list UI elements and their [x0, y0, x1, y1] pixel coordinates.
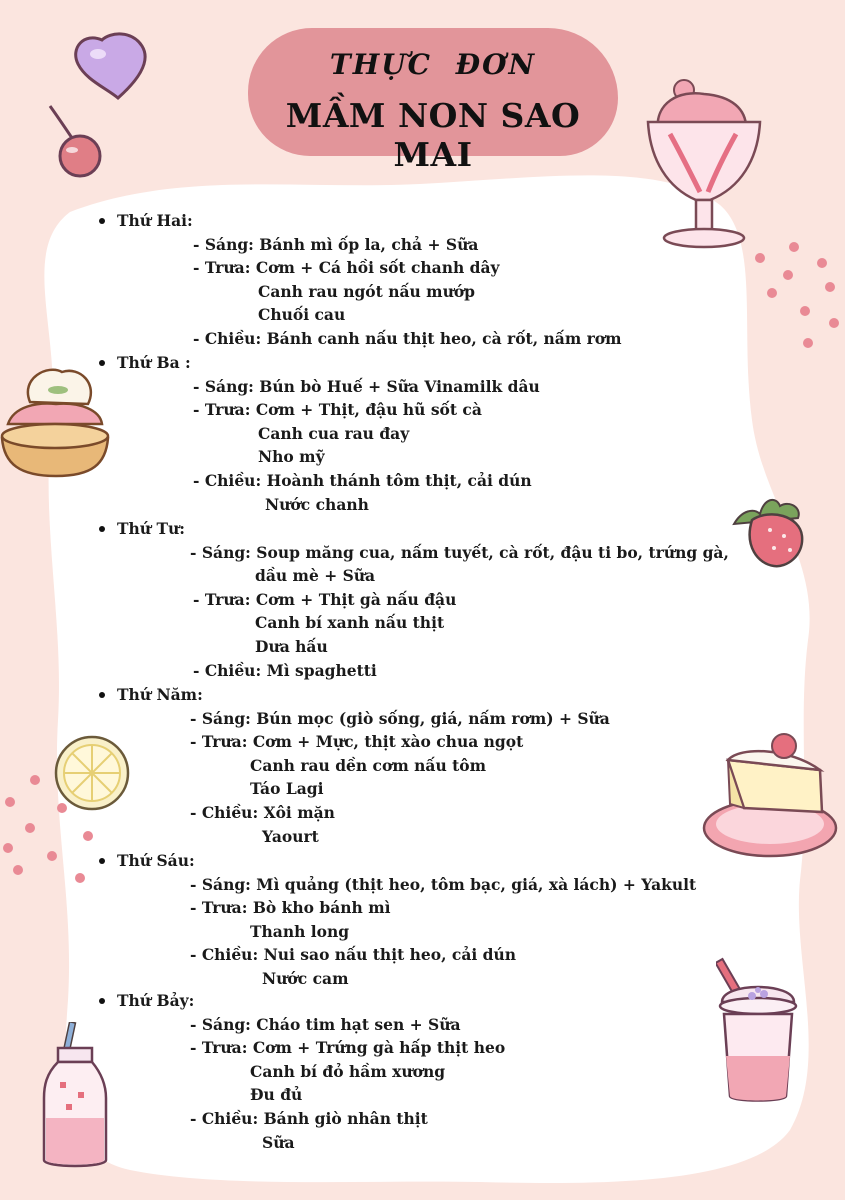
- bullet-icon: [99, 218, 105, 224]
- menu-line: Sữa: [262, 1132, 295, 1152]
- day-heading: Thứ Bảy:: [117, 991, 195, 1010]
- menu-subtitle: THỰC ĐƠN: [329, 48, 537, 81]
- menu-line: Nước cam: [262, 969, 349, 988]
- menu-line: Canh rau ngót nấu mướp: [258, 281, 476, 301]
- menu-line: - Sáng: Bún bò Huế + Sữa Vinamilk dâu: [193, 376, 540, 396]
- menu-line: - Trưa: Bò kho bánh mì: [190, 898, 391, 918]
- menu-line: - Sáng: Bánh mì ốp la, chả + Sữa: [193, 234, 479, 254]
- menu-line: - Chiều: Xôi mặn: [190, 803, 335, 822]
- menu-line: Đu đủ: [250, 1085, 303, 1105]
- menu-line: - Chiều: Nui sao nấu thịt heo, cải dún: [190, 945, 517, 965]
- menu-line: Canh bí đỏ hầm xương: [250, 1061, 446, 1081]
- menu-line: - Sáng: Cháo tim hạt sen + Sữa: [190, 1014, 461, 1034]
- menu-line: - Trưa: Cơm + Trứng gà hấp thịt heo: [190, 1038, 506, 1058]
- bullet-icon: [99, 858, 105, 864]
- day-heading: Thứ Năm:: [117, 685, 203, 704]
- menu-line: Yaourt: [262, 826, 319, 846]
- menu-line: - Sáng: Bún mọc (giò sống, giá, nấm rơm) + Sữa: [190, 708, 610, 728]
- menu-line: Chuối cau: [258, 305, 346, 325]
- menu-line: - Chiều: Hoành thánh tôm thịt, cải dún: [193, 471, 532, 490]
- menu-line: Canh rau dền cơm nấu tôm: [250, 755, 487, 775]
- bullet-icon: [99, 998, 105, 1004]
- menu-line: Thanh long: [250, 921, 350, 941]
- menu-line: Táo Lagi: [250, 779, 324, 799]
- menu-line: - Chiều: Bánh canh nấu thịt heo, cà rốt, nấm rơm: [193, 329, 622, 348]
- day-heading: Thứ Hai:: [117, 211, 193, 230]
- menu-line: dầu mè + Sữa: [255, 566, 376, 586]
- menu-line: - Sáng: Mì quảng (thịt heo, tôm bạc, giá, xà lách) + Yakult: [190, 874, 697, 894]
- day-heading: Thứ Sáu:: [117, 851, 195, 870]
- day-heading: Thứ Tư:: [117, 519, 185, 538]
- menu-line: Canh bí xanh nấu thịt: [255, 613, 445, 633]
- page-title: MẦM NON SAO MAI: [285, 96, 581, 174]
- bullet-icon: [99, 360, 105, 366]
- menu-line: Nho mỹ: [258, 447, 325, 467]
- menu-line: - Chiều: Bánh giò nhân thịt: [190, 1109, 428, 1128]
- menu-line: Nước chanh: [265, 494, 369, 514]
- menu-line: Canh cua rau đay: [258, 423, 410, 443]
- bullet-icon: [99, 692, 105, 698]
- menu-line: - Trưa: Cơm + Thịt gà nấu đậu: [193, 589, 457, 609]
- day-heading: Thứ Ba :: [117, 353, 191, 372]
- menu-line: - Sáng: Soup măng cua, nấm tuyết, cà rốt, đậu ti bo, trứng gà,: [190, 542, 729, 562]
- menu-line: - Trưa: Cơm + Thịt, đậu hũ sốt cà: [193, 400, 482, 420]
- menu-line: - Trưa: Cơm + Cá hồi sốt chanh dây: [193, 258, 500, 278]
- menu-line: Dưa hấu: [255, 637, 328, 656]
- menu-line: - Chiều: Mì spaghetti: [193, 660, 377, 680]
- menu-line: - Trưa: Cơm + Mực, thịt xào chua ngọt: [190, 732, 524, 752]
- bullet-icon: [99, 526, 105, 532]
